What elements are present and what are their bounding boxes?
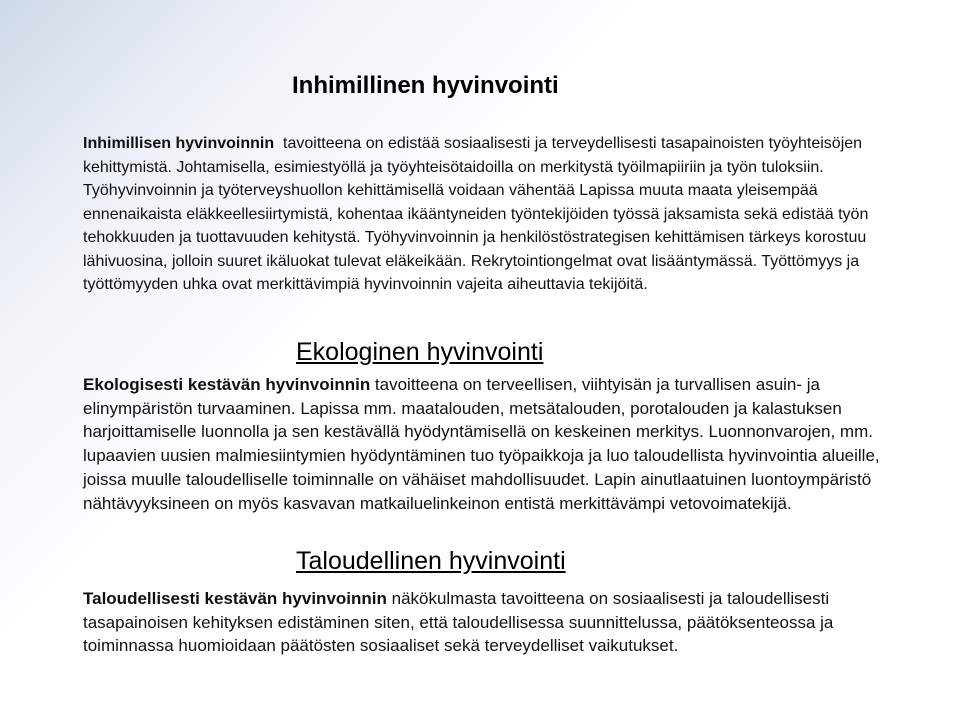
section-title-inhimillinen: Inhimillinen hyvinvointi [292, 72, 559, 99]
section-title-taloudellinen: Taloudellinen hyvinvointi [296, 547, 566, 575]
section-paragraph-ekologinen [83, 373, 923, 515]
paragraph-body: tavoitteena on edistää sosiaalisesti ja terveydellisesti tasapainoisten työyhteisöjen kehittymistä. Johtamisella, esimiestyöllä ja työyhteisötaidoilla on merkitystä työilmapiiriin ja työn tuloksiin. Työhyvinvoinnin ja työterveyshuollon kehittämisellä voidaan vähentää Lapissa muuta maata yleisempää ennenaikaista eläkkeellesiirtymistä, kohentaa ikääntyneiden työntekijöiden työssä jaksamista sekä edistää työn tehokkuuden ja tuottavuuden kehitystä. Työhyvinvoinnin ja henkilöstöstrategisen kehittämisen tärkeys korostuu lähivuosina, jolloin suuret ikäluokat tulevat eläkeikään. Rekrytointiongelmat ovat lisääntymässä. Työttömyys ja työttömyyden uhka ovat merkittävimpiä hyvinvoinnin vajeita aiheuttavia tekijöitä. [83, 135, 873, 293]
paragraph-body: tavoitteena on terveellisen, viihtyisän ja turvallisen asuin- ja elinympäristön turvaaminen. Lapissa mm. maatalouden, metsätalouden, porotalouden ja kalastuksen harjoittamiselle luonnolla ja sen kestävällä hyödyntämisellä on keskeinen merkitys. Luonnonvarojen, mm. lupaavien uusien malmiesiintymien hyödyntäminen tuo työpaikkoja ja luo taloudellista hyvinvointia alueille, joissa muulle taloudelliselle toiminnalle on vähäiset mahdollisuudet. Lapin ainutlaatuinen luontoympäristö nähtävyyksineen on myös kasvavan matkailuelinkeinon entistä merkittävämpi vetovoimatekijä. [83, 375, 880, 513]
section-title-ekologinen: Ekologinen hyvinvointi [296, 338, 544, 366]
paragraph-lead-term: Taloudellisesti kestävän hyvinvoinnin [83, 589, 387, 608]
paragraph-lead-term: Ekologisesti kestävän hyvinvoinnin [83, 375, 371, 394]
section-paragraph-taloudellinen [83, 587, 923, 658]
paragraph-lead-term: Inhimillisen hyvinvoinnin [83, 135, 275, 152]
section-paragraph-inhimillinen [83, 132, 883, 297]
paragraph-body: näkökulmasta tavoitteena on sosiaalisesti ja taloudellisesti tasapainoisen kehityksen edistäminen siten, että taloudellisessa suunnittelussa, päätöksenteossa ja toiminnassa huomioidaan päätösten sosiaaliset sekä terveydelliset vaikutukset. [83, 589, 834, 655]
